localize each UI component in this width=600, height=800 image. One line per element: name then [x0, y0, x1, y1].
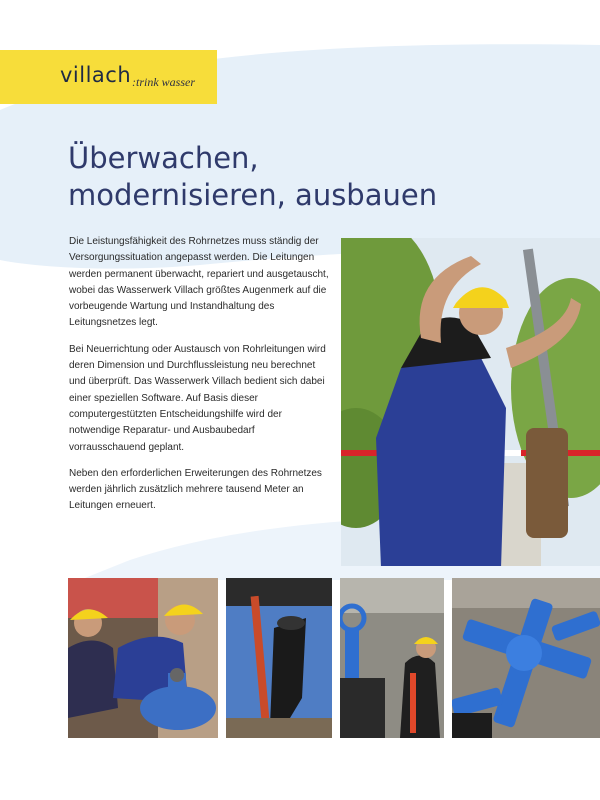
pipe-junction-illustration	[452, 578, 600, 738]
body-text	[69, 234, 331, 525]
photo-worker-pump-room	[340, 578, 444, 738]
main-photo-worker	[341, 238, 600, 566]
page-title-line-2: modernisieren, ausbauen	[68, 178, 438, 212]
brand-tagline: :trink wasser	[132, 75, 195, 89]
paragraph: Bei Neuerrichtung oder Austausch von Rohrleitungen wird deren Dimension und Durchflussleistung neu berechnet und überprüft. Das Wasserwerk Villach bedient sich dabei einer speziellen Software. Auf Basis dieser computergestützten Entscheidungshilfe wird der notwendige Reparatur- und Ausbaubedarf vorrausschauend geplant.	[69, 343, 326, 453]
villach-logo: villach	[60, 63, 132, 87]
pipe-crane-illustration	[226, 578, 332, 738]
page-title-line-1: Überwachen,	[68, 141, 259, 175]
worker-illustration	[341, 238, 600, 566]
photo-blue-pipe-junction	[452, 578, 600, 738]
photo-pipe-crane	[226, 578, 332, 738]
paragraph: Neben den erforderlichen Erweiterungen des Rohrnetzes werden jährlich zusätzlich mehrere tausend Meter an Leitungen erneuert.	[69, 467, 322, 512]
workers-valve-illustration	[68, 578, 218, 738]
page-title	[68, 140, 488, 214]
photo-workers-valve	[68, 578, 218, 738]
pump-room-illustration	[340, 578, 444, 738]
paragraph: Die Leistungsfähigkeit des Rohrnetzes muss ständig der Versorgungssituation angepasst werden. Die Leitungen werden permanent überwacht, repariert und ausgetauscht, wobei das Wasserwerk Villach größtes Augenmerk auf die vorbeugende Wartung und Instandhaltung des Leitungsnetzes legt.	[69, 236, 329, 329]
